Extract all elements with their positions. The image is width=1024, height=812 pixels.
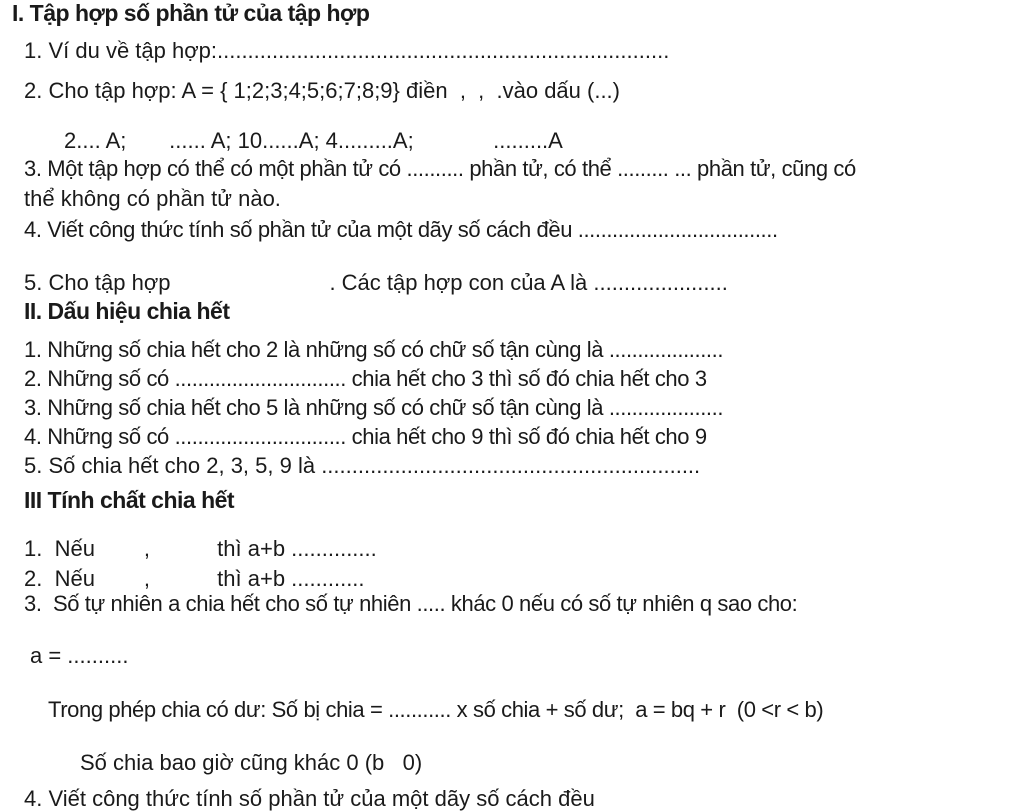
section-1-heading: I. Tập hợp số phần tử của tập hợp bbox=[12, 0, 370, 26]
s1-question-3-line-1: 3. Một tập hợp có thể có một phần tử có .......... phần tử, có thể ......... ... phần tử, cũng có bbox=[24, 156, 856, 181]
s1-question-2-fill: 2.... A; ...... A; 10......A; 4.........A; .........A bbox=[64, 128, 563, 153]
s1-question-1: 1. Ví du về tập hợp:.......................................................................... bbox=[24, 38, 670, 63]
s1-question-5: 5. Cho tập hợp . Các tập hợp con của A là ...................... bbox=[24, 270, 728, 295]
s2-item-2: 2. Những số có .............................. chia hết cho 3 thì số đó chia hết cho 3 bbox=[24, 366, 707, 391]
cropped-next-line bbox=[0, 786, 1024, 811]
section-2-heading: II. Dấu hiệu chia hết bbox=[24, 298, 230, 324]
s2-item-1: 1. Những số chia hết cho 2 là những số có chữ số tận cùng là .................... bbox=[24, 337, 724, 362]
s3-remainder-formula: Trong phép chia có dư: Số bị chia = ........... x số chia + số dư; a = bq + r (0 <r < b) bbox=[48, 697, 824, 722]
s3-divisor-note: Số chia bao giờ cũng khác 0 (b 0) bbox=[80, 750, 423, 775]
s3-question-2: 2. Nếu , thì a+b ............ bbox=[24, 566, 365, 591]
s3-a-equals: a = .......... bbox=[30, 643, 129, 668]
section-3-heading: III Tính chất chia hết bbox=[24, 487, 235, 513]
s1-question-2: 2. Cho tập hợp: A = { 1;2;3;4;5;6;7;8;9} điền , , .vào dấu (...) bbox=[24, 78, 620, 103]
s1-question-4: 4. Viết công thức tính số phần tử của một dãy số cách đều ................................... bbox=[24, 217, 778, 242]
cropped-line-text: 4. Viết công thức tính số phần tử của một dãy số cách đều bbox=[24, 786, 595, 811]
s3-question-3: 3. Số tự nhiên a chia hết cho số tự nhiên ..... khác 0 nếu có số tự nhiên q sao cho: bbox=[24, 591, 798, 616]
s1-question-3-line-2: thể không có phần tử nào. bbox=[24, 186, 281, 211]
s2-item-5: 5. Số chia hết cho 2, 3, 5, 9 là .............................................................. bbox=[24, 453, 701, 478]
s2-item-4: 4. Những số có .............................. chia hết cho 9 thì số đó chia hết cho 9 bbox=[24, 424, 707, 449]
s2-item-3: 3. Những số chia hết cho 5 là những số có chữ số tận cùng là .................... bbox=[24, 395, 724, 420]
s3-question-1: 1. Nếu , thì a+b .............. bbox=[24, 536, 377, 561]
